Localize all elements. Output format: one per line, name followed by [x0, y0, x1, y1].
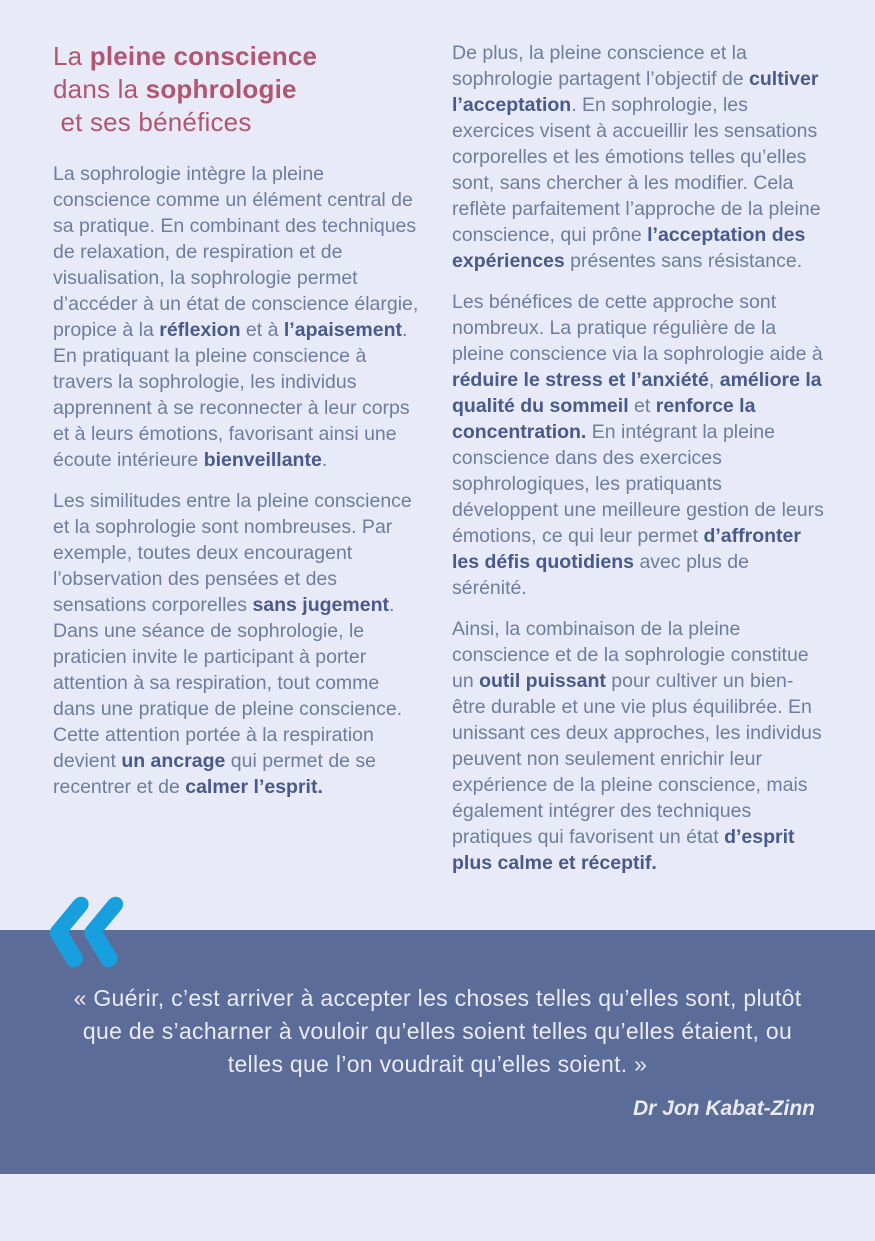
- right-column-text: [452, 40, 825, 876]
- text-segment: pour cultiver un bien-être durable et une vie plus équilibrée. En unissant ces deux approches, les individus peuvent non seulement enrichir leur expérience de la pleine conscience, mais également intégrer des techniques pratiques qui favorisent un état: [452, 670, 822, 848]
- paragraph: [53, 106, 426, 139]
- text-segment: . En sophrologie, les exercices visent à accueillir les sensations corporelles et les émotions telles qu’elles sont, sans chercher à les modifier. Cela reflète parfaitement l’approche de la pleine conscience, qui prône: [452, 94, 821, 246]
- right-column: [452, 40, 825, 891]
- text-segment: En intégrant la pleine conscience dans des exercices sophrologiques, les pratiquants développent une meilleure gestion de leurs émotions, ce qui leur permet: [452, 421, 824, 547]
- text-segment: Les bénéfices de cette approche sont nombreux. La pratique régulière de la pleine conscience via la sophrologie aide à: [452, 291, 823, 365]
- paragraph: [452, 616, 825, 876]
- text-segment: . En pratiquant la pleine conscience à travers la sophrologie, les individus apprennent à se reconnecter à leur corps et à leurs émotions, favorisant ainsi une écoute intérieure: [53, 319, 410, 471]
- bold-text-segment: renforce la concentration.: [452, 395, 756, 443]
- quote-mark-icon: [42, 894, 128, 970]
- bold-text-segment: sophrologie: [145, 74, 297, 104]
- text-segment: qui permet de se recentrer et de: [53, 750, 377, 798]
- bold-text-segment: bienveillante: [203, 449, 322, 471]
- bold-text-segment: cultiver l’acceptation: [452, 68, 819, 116]
- text-segment: La sophrologie intègre la pleine conscience comme un élément central de sa pratique. En combinant des techniques de relaxation, de respiration et de visualisation, la sophrologie permet d’accéder à un état de conscience élargie, propice à la: [53, 163, 419, 341]
- text-segment: avec plus de sérénité.: [452, 551, 749, 599]
- bold-text-segment: sans jugement: [252, 594, 389, 616]
- bold-text-segment: d’affronter les défis quotidiens: [452, 525, 801, 573]
- text-segment: dans la: [53, 74, 146, 104]
- bold-text-segment: outil puissant: [479, 670, 606, 692]
- paragraph: [53, 488, 426, 800]
- text-segment: .: [321, 449, 328, 471]
- text-segment: et ses bénéfices: [53, 107, 252, 137]
- text-segment: et: [628, 395, 656, 417]
- article-title: [53, 40, 426, 139]
- bold-text-segment: améliore la qualité du sommeil: [452, 369, 822, 417]
- text-segment: De plus, la pleine conscience et la sophrologie partagent l’objectif de: [452, 42, 750, 90]
- quote-attribution: Dr Jon Kabat-Zinn: [633, 1097, 815, 1120]
- text-segment: Les similitudes entre la pleine conscience et la sophrologie sont nombreuses. Par exemple, toutes deux encouragent l’observation des pensées et des sensations corporelles: [53, 490, 412, 616]
- bold-text-segment: calmer l’esprit.: [185, 776, 323, 798]
- bold-text-segment: réflexion: [159, 319, 241, 341]
- text-segment: La: [53, 41, 90, 71]
- paragraph: [452, 40, 825, 274]
- bold-text-segment: l’acceptation des expériences: [452, 224, 806, 272]
- text-segment: et à: [240, 319, 284, 341]
- text-segment: Ainsi, la combinaison de la pleine conscience et de la sophrologie constitue un: [452, 618, 809, 692]
- bold-text-segment: d’esprit plus calme et réceptif.: [452, 826, 795, 874]
- paragraph: [53, 161, 426, 473]
- bold-text-segment: pleine conscience: [89, 41, 318, 71]
- paragraph: [53, 40, 426, 73]
- text-segment: présentes sans résistance.: [564, 250, 803, 272]
- text-segment: . Dans une séance de sophrologie, le praticien invite le participant à porter attention à sa respiration, tout comme dans une pratique de pleine conscience. Cette attention portée à la respiration devient: [53, 594, 403, 772]
- paragraph: [53, 73, 426, 106]
- text-segment: ,: [708, 369, 720, 391]
- bold-text-segment: un ancrage: [121, 750, 226, 772]
- bold-text-segment: l’apaisement: [283, 319, 403, 341]
- left-column: [53, 40, 426, 891]
- paragraph: [452, 289, 825, 601]
- quote-section: [0, 930, 875, 1174]
- bold-text-segment: réduire le stress et l’anxiété: [452, 369, 709, 391]
- quote-text: « Guérir, c’est arriver à accepter les choses telles qu’elles sont, plutôt que de s’acharner à vouloir qu’elles soient telles qu’elles étaient, ou telles que l’on voudrait qu’elles soient. »: [73, 985, 802, 1077]
- left-column-text: [53, 161, 426, 800]
